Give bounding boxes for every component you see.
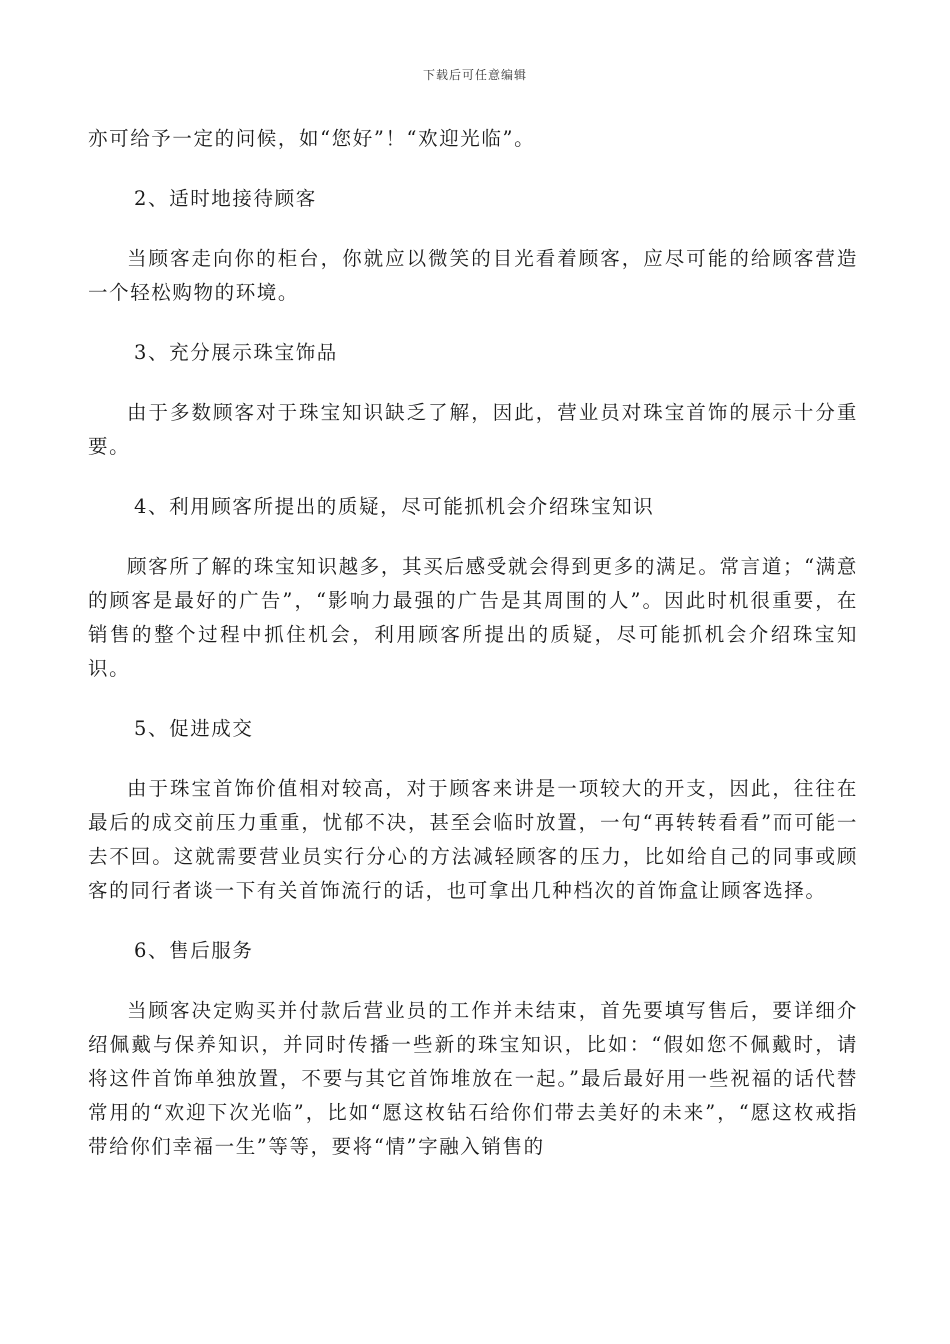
document-body	[88, 122, 858, 1190]
section-heading-6: 6、售后服务	[134, 939, 254, 962]
section-heading-3: 3、充分展示珠宝饰品	[134, 341, 338, 364]
paragraph-continuation: 亦可给予一定的问候，如“您好”！“欢迎光临”。	[88, 127, 536, 150]
paragraph-after-sales: 当顾客决定购买并付款后营业员的工作并未结束，首先要填写售后，要详细介绍佩戴与保养知识，并同时传播一些新的珠宝知识，比如：“假如您不佩戴时，请将这件首饰单独放置，不要与其它首饰堆放在一起。”最后最好用一些祝福的话代替常用的“欢迎下次光临”，比如“愿这枚钻石给你们带去美好的未来”，“愿这枚戒指带给你们幸福一生”等等，要将“情”字融入销售的	[88, 999, 858, 1158]
section-heading-4: 4、利用顾客所提出的质疑，尽可能抓机会介绍珠宝知识	[134, 495, 655, 518]
section-heading-5: 5、促进成交	[134, 717, 254, 740]
paragraph-display: 由于多数顾客对于珠宝知识缺乏了解，因此，营业员对珠宝首饰的展示十分重要。	[88, 401, 858, 458]
page-header: 下载后可任意编辑	[422, 68, 527, 82]
paragraph-greeting: 当顾客走向你的柜台，你就应以微笑的目光看着顾客，应尽可能的给顾客营造一个轻松购物的环境。	[88, 247, 858, 304]
paragraph-knowledge: 顾客所了解的珠宝知识越多，其买后感受就会得到更多的满足。常言道；“满意的顾客是最好的广告”，“影响力最强的广告是其周围的人”。因此时机很重要，在销售的整个过程中抓住机会，利用顾客所提出的质疑，尽可能抓机会介绍珠宝知识。	[88, 555, 858, 680]
section-heading-2: 2、适时地接待顾客	[134, 187, 317, 210]
paragraph-closing-deal: 由于珠宝首饰价值相对较高，对于顾客来讲是一项较大的开支，因此，往往在最后的成交前压力重重，忧郁不决，甚至会临时放置，一句“再转转看看”而可能一去不回。这就需要营业员实行分心的方法减轻顾客的压力，比如给自己的同事或顾客的同行者谈一下有关首饰流行的话，也可拿出几种档次的首饰盒让顾客选择。	[88, 777, 858, 902]
